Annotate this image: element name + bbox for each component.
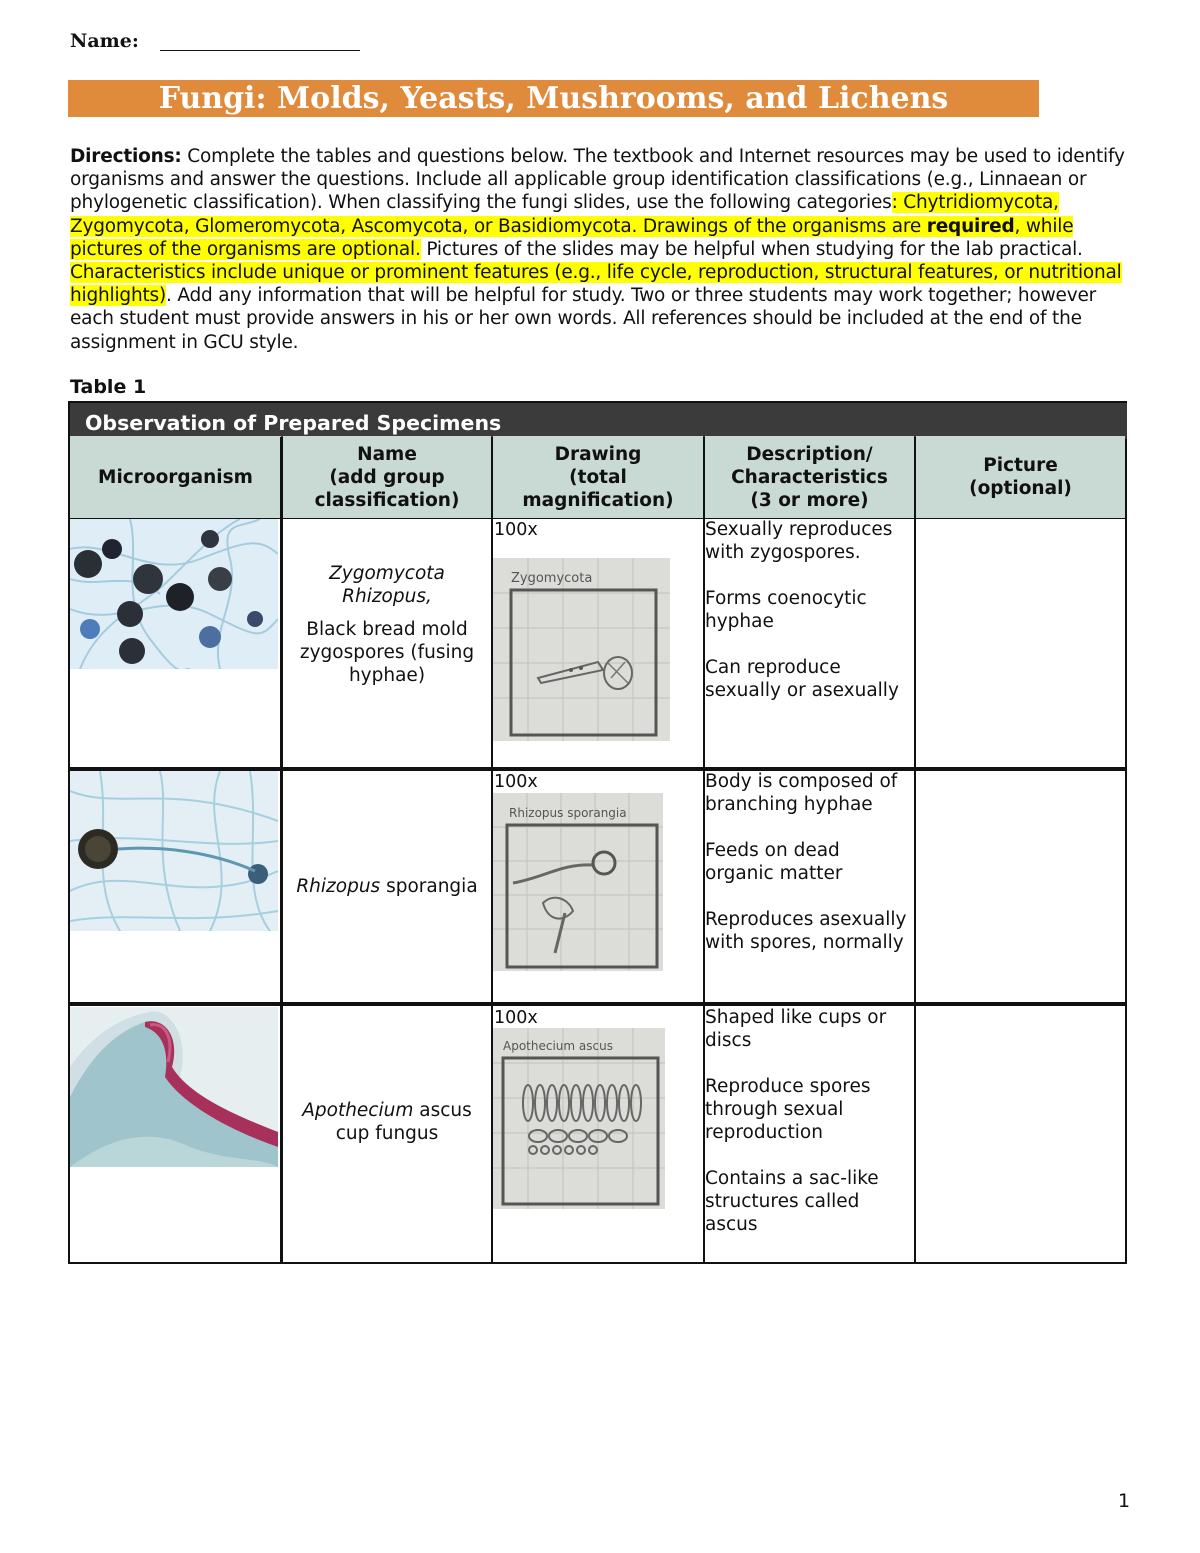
row3-drawing-label: Apothecium ascus bbox=[503, 1039, 613, 1053]
col-header-text: Name (add group classification) bbox=[314, 443, 460, 511]
microscope-image-sporangia bbox=[70, 771, 278, 931]
row1-classification: Zygomycota bbox=[329, 563, 445, 584]
row3-genus: Apothecium bbox=[302, 1100, 414, 1121]
row-divider bbox=[70, 1002, 1125, 1006]
row1-magnification: 100x bbox=[494, 520, 538, 540]
col-header-text: Drawing (total magnification) bbox=[522, 443, 674, 511]
row1-drawing-label: Zygomycota bbox=[511, 571, 593, 586]
row3-name-rest: ascus cup fungus bbox=[335, 1100, 472, 1144]
column-divider bbox=[914, 437, 916, 1263]
table-heading: Observation of Prepared Specimens bbox=[85, 411, 502, 435]
row1-common-name: Black bread mold zygospores (fusing hyphae) bbox=[299, 619, 475, 686]
directions-paragraph bbox=[70, 145, 1140, 354]
row2-characteristic: Feeds on dead organic matter bbox=[705, 840, 843, 884]
row1-characteristics bbox=[705, 518, 913, 702]
row2-characteristic: Body is composed of branching hyphae bbox=[705, 771, 898, 815]
directions-text-1: Complete the tables and questions below. The textbook and Internet resources may be used to identify organisms and answer the questions. Include all applicable group identification classifications (e.g., Linnaean or phylogenetic classification). When classifying the fungi slides, use the following categories bbox=[70, 146, 1125, 214]
row1-drawing bbox=[493, 558, 670, 741]
row2-name-rest: sporangia bbox=[380, 876, 478, 897]
row2-characteristics bbox=[705, 770, 913, 954]
col-header-microorganism bbox=[70, 436, 281, 518]
page-number: 1 bbox=[1118, 1490, 1131, 1512]
row2-magnification: 100x bbox=[494, 772, 538, 792]
row3-characteristics bbox=[705, 1006, 913, 1236]
directions-required: required bbox=[926, 215, 1015, 237]
row2-drawing-label: Rhizopus sporangia bbox=[509, 806, 627, 820]
microscope-image-apothecium bbox=[70, 1007, 278, 1167]
column-divider bbox=[280, 437, 283, 1263]
row3-characteristic: Shaped like cups or discs bbox=[705, 1007, 887, 1051]
directions-highlight-1-end: , while pictures of the organisms are optional. bbox=[70, 215, 1074, 260]
col-header-name bbox=[283, 436, 491, 518]
directions-text-3: . Add any information that will be helpful for study. Two or three students may work together; however each student must provide answers in his or her own words. All references should be included at the end of the assignment in GCU style. bbox=[70, 285, 1097, 353]
title-bar bbox=[68, 80, 1039, 117]
row2-genus: Rhizopus bbox=[296, 876, 381, 897]
row3-characteristic: Reproduce spores through sexual reproduction bbox=[705, 1076, 871, 1143]
row3-name-cell bbox=[285, 1099, 489, 1145]
row1-name-cell bbox=[285, 562, 489, 687]
name-label: Name: bbox=[70, 30, 139, 52]
directions-highlight-1: : Chytridiomycota, Zygomycota, Glomeromycota, Ascomycota, or Basidiomycota. Drawings of the organisms are bbox=[70, 192, 1059, 237]
col-header-drawing bbox=[493, 436, 703, 518]
row2-name-cell bbox=[285, 875, 489, 898]
row1-characteristic: Sexually reproduces with zygospores. bbox=[705, 519, 893, 563]
row3-drawing bbox=[493, 1028, 665, 1209]
row3-magnification: 100x bbox=[494, 1008, 538, 1028]
directions-highlight-2: Characteristics include unique or prominent features (e.g., life cycle, reproduction, structural features, or nutritional highlights) bbox=[70, 262, 1122, 307]
row2-drawing bbox=[493, 793, 663, 971]
col-header-picture bbox=[916, 436, 1125, 518]
row1-characteristic: Can reproduce sexually or asexually bbox=[705, 657, 899, 701]
row1-characteristic: Forms coenocytic hyphae bbox=[705, 588, 867, 632]
table-heading-bar bbox=[70, 403, 1127, 439]
directions-text-2: Pictures of the slides may be helpful when studying for the lab practical. bbox=[420, 238, 1083, 260]
name-blank-line bbox=[160, 50, 360, 51]
row1-genus: Rhizopus, bbox=[342, 586, 432, 607]
page-title: Fungi: Molds, Yeasts, Mushrooms, and Lichens bbox=[158, 81, 949, 116]
col-header-description bbox=[705, 436, 914, 518]
microscope-image-zygospores bbox=[70, 519, 278, 669]
col-header-text: Microorganism bbox=[98, 466, 253, 488]
row3-characteristic: Contains a sac-like structures called ascus bbox=[705, 1168, 879, 1235]
table-label: Table 1 bbox=[70, 376, 147, 398]
col-header-text: Description/ Characteristics (3 or more) bbox=[731, 443, 888, 511]
col-header-text: Picture (optional) bbox=[969, 455, 1072, 499]
row2-characteristic: Reproduces asexually with spores, normally bbox=[705, 909, 907, 953]
directions-label: Directions: bbox=[70, 146, 182, 167]
